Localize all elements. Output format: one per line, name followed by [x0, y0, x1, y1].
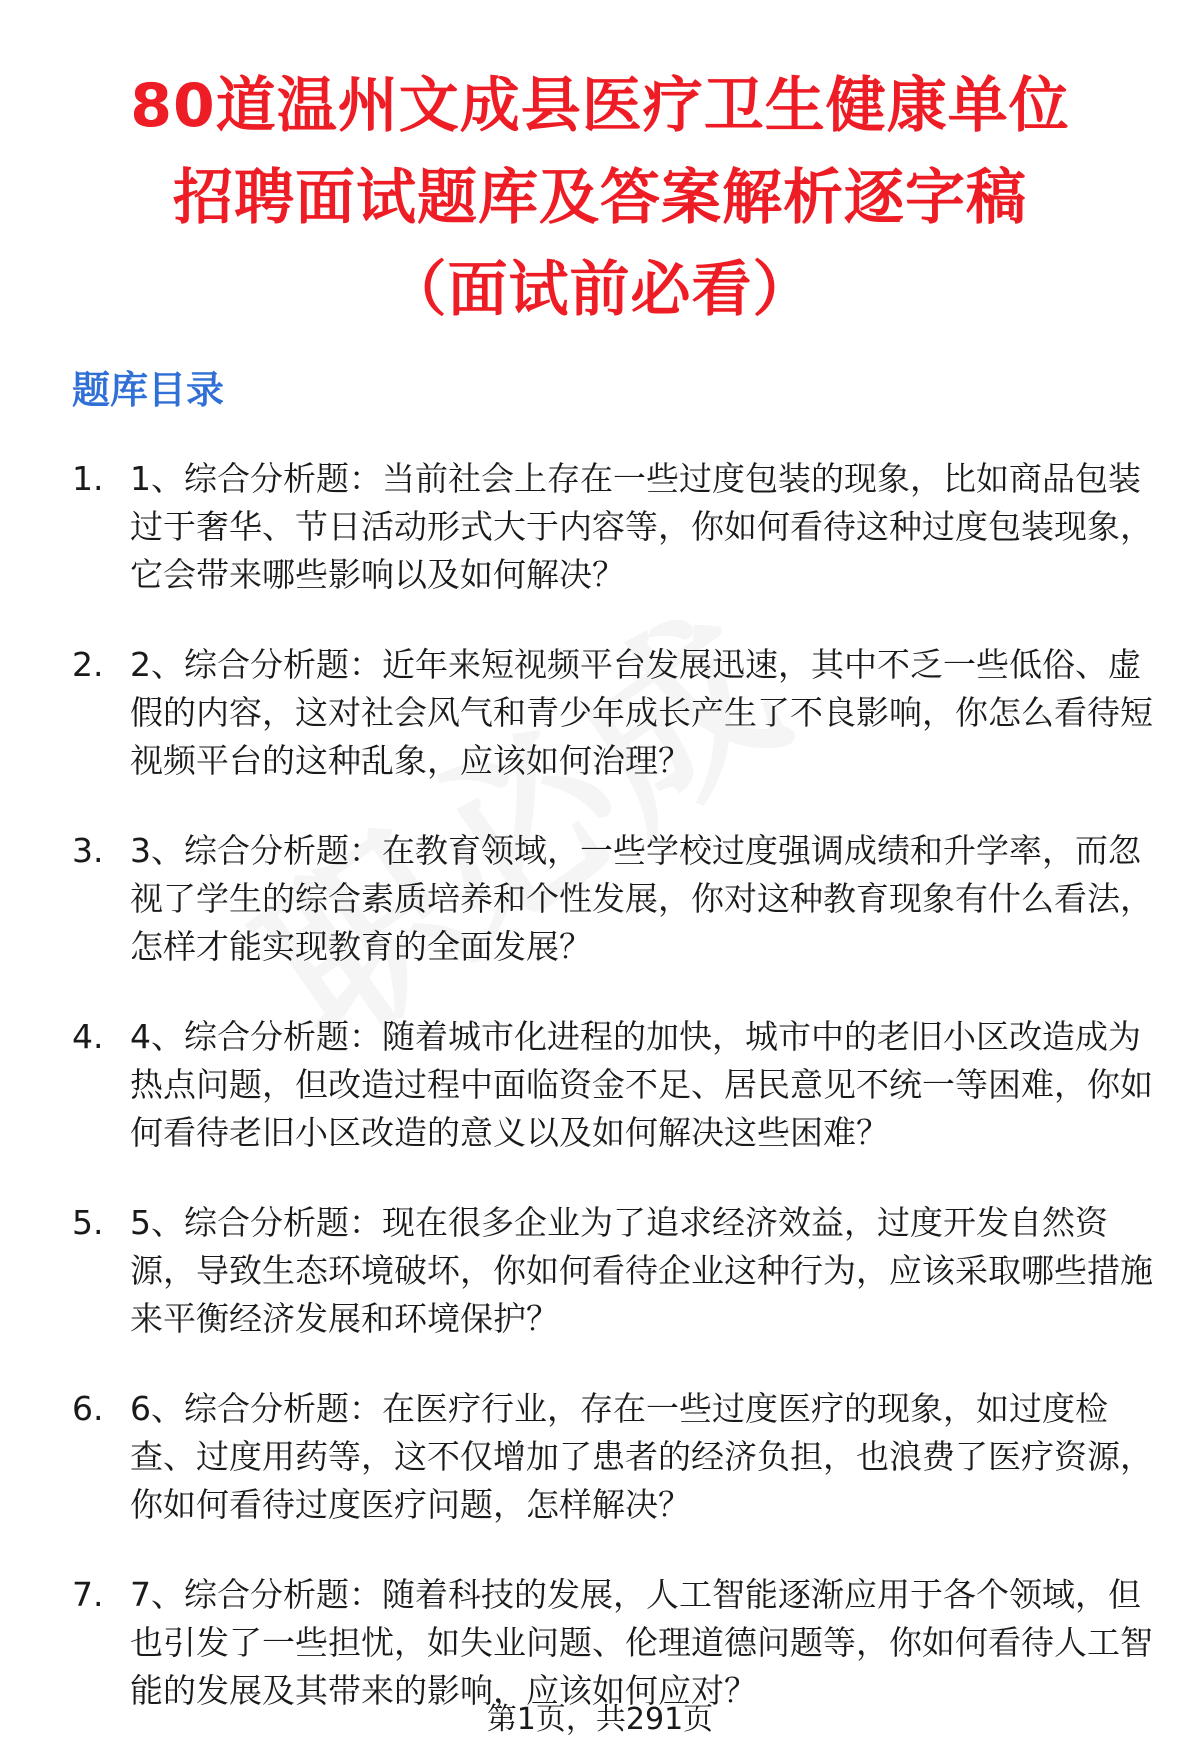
list-item-number: 1.	[72, 459, 104, 498]
list-item-text: 1、综合分析题：当前社会上存在一些过度包装的现象，比如商品包装过于奢华、节日活动形式大于内容等，你如何看待这种过度包装现象，它会带来哪些影响以及如何解决？	[130, 459, 1153, 594]
question-list	[72, 455, 1162, 1757]
list-item	[72, 1385, 1162, 1529]
list-item	[72, 1571, 1162, 1715]
list-item-number: 7.	[72, 1575, 104, 1614]
list-item-text: 7、综合分析题：随着科技的发展，人工智能逐渐应用于各个领域，但也引发了一些担忧，如失业问题、伦理道德问题等，你如何看待人工智能的发展及其带来的影响，应该如何应对？	[130, 1575, 1153, 1710]
list-item-text: 2、综合分析题：近年来短视频平台发展迅速，其中不乏一些低俗、虚假的内容，这对社会风气和青少年成长产生了不良影响，你怎么看待短视频平台的这种乱象，应该如何治理？	[130, 645, 1153, 780]
list-item-number: 2.	[72, 645, 104, 684]
title-line-1: 80道温州文成县医疗卫生健康单位	[130, 71, 1070, 141]
list-item-text: 5、综合分析题：现在很多企业为了追求经济效益，过度开发自然资源，导致生态环境破坏，你如何看待企业这种行为，应该采取哪些措施来平衡经济发展和环境保护？	[130, 1203, 1153, 1338]
list-item	[72, 455, 1162, 599]
list-item-text: 6、综合分析题：在医疗行业，存在一些过度医疗的现象，如过度检查、过度用药等，这不仅增加了患者的经济负担，也浪费了医疗资源，你如何看待过度医疗问题，怎样解决？	[130, 1389, 1153, 1524]
list-item-text: 3、综合分析题：在教育领域，一些学校过度强调成绩和升学率，而忽视了学生的综合素质培养和个性发展，你对这种教育现象有什么看法，怎样才能实现教育的全面发展？	[130, 831, 1153, 966]
document-title	[60, 60, 1140, 336]
list-item-number: 3.	[72, 831, 104, 870]
list-item	[72, 1013, 1162, 1157]
list-item	[72, 1199, 1162, 1343]
list-item	[72, 641, 1162, 785]
list-item-text: 4、综合分析题：随着城市化进程的加快，城市中的老旧小区改造成为热点问题，但改造过程中面临资金不足、居民意见不统一等困难，你如何看待老旧小区改造的意义以及如何解决这些困难？	[130, 1017, 1153, 1152]
list-item-number: 5.	[72, 1203, 104, 1242]
title-line-3: （面试前必看）	[386, 255, 814, 325]
list-item	[72, 827, 1162, 971]
page-footer: 第1页，共291页	[486, 1702, 714, 1737]
list-item-number: 4.	[72, 1017, 104, 1056]
toc-heading: 题库目录	[72, 368, 225, 412]
list-item-number: 6.	[72, 1389, 104, 1428]
title-line-2: 招聘面试题库及答案解析逐字稿	[173, 163, 1027, 233]
